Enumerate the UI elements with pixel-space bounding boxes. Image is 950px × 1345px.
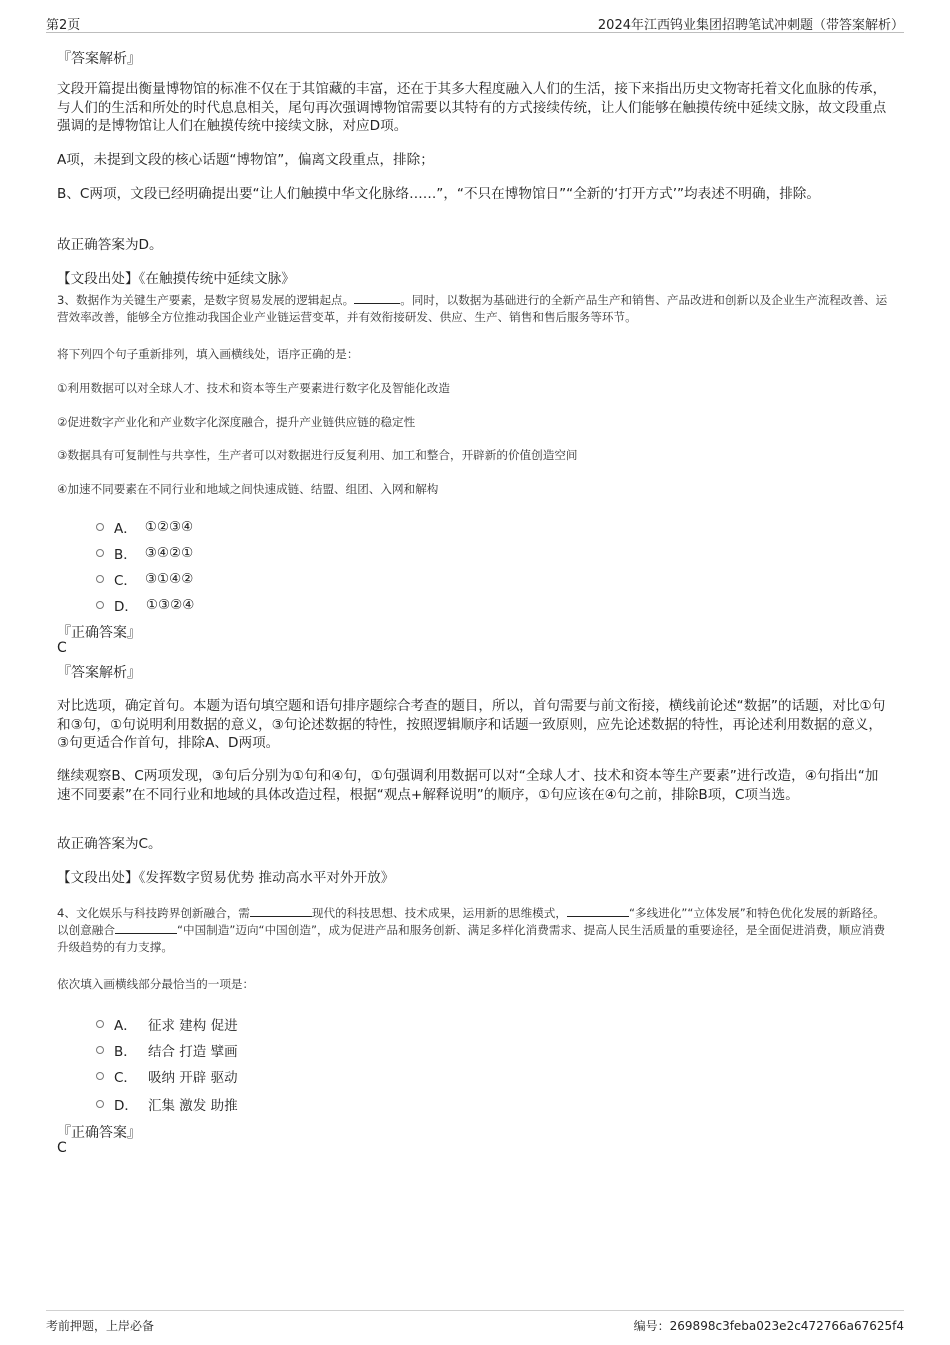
analysis-label: 『答案解析』 — [57, 51, 141, 67]
option-b[interactable] — [96, 1040, 238, 1060]
option-text: 征求 建构 促进 — [148, 1018, 238, 1034]
stem-text: “多线进化”“立体发展”和特色优化发展的新路径。以创意融合 — [57, 906, 885, 937]
page-footer — [46, 1310, 904, 1335]
document-id: 编号：269898c3feba023e2c472766a67625f4 — [633, 1319, 904, 1333]
analysis-paragraph: 文段开篇提出衡量博物馆的标准不仅在于其馆藏的丰富，还在于其多大程度融入人们的生活，接下来指出历史文物寄托着文化血脉的传承，与人们的生活和所处的时代息息相关，尾句再次强调博物馆需要以其特有的方式接续传统，让人们能够在触摸传统中延续文脉，故文段重点强调的是博物馆让人们在触摸传统中接续文脉，对应D项。 — [57, 81, 887, 134]
stem-text: 。同时，以数据为基础进行的全新产品生产和销售、产品改进和创新以及企业生产流程改善、运营效率改善，能够全方位推动我国企业产业链运营变革，并有效衔接研发、供应、生产、销售和售后服务等环节。 — [57, 293, 888, 324]
footer-slogan: 考前押题，上岸必备 — [46, 1319, 155, 1333]
passage-source: 【文段出处】《在触摸传统中延续文脉》 — [57, 271, 295, 287]
option-text: ①②③④ — [144, 519, 194, 535]
radio-icon[interactable] — [96, 601, 104, 609]
option-b[interactable] — [96, 543, 193, 563]
analysis-paragraph: 对比选项，确定首句。本题为语句填空题和语句排序题综合考查的题目，所以，首句需要与前文衔接，横线前论述“数据”的话题，对比①句和③句，①句说明利用数据的意义，③句论述数据的特性，按照逻辑顺序和话题一致原则，应先论述数据的特性，再论述利用数据的意义，③句更适合作首句，排除A、D两项。 — [57, 698, 886, 751]
correct-answer: C — [57, 640, 67, 656]
option-c[interactable] — [96, 1066, 238, 1086]
correct-answer: C — [57, 1140, 67, 1156]
option-letter: C． — [114, 573, 137, 589]
option-letter: B． — [114, 547, 137, 563]
option-c[interactable] — [96, 569, 193, 589]
radio-icon[interactable] — [96, 1046, 104, 1054]
option-letter: A． — [114, 521, 137, 537]
stem-text: 4、文化娱乐与科技跨界创新融合，需 — [57, 906, 250, 920]
option-a[interactable] — [96, 517, 193, 537]
radio-icon[interactable] — [96, 1100, 104, 1108]
page-header — [46, 10, 904, 33]
answer-blank — [250, 916, 312, 917]
stem-text: 3、数据作为关键生产要素，是数字贸易发展的逻辑起点。 — [57, 293, 355, 307]
option-text: ③④②① — [144, 545, 194, 561]
option-letter: D． — [114, 599, 138, 615]
option-d[interactable] — [96, 1094, 238, 1114]
answer-label: 『正确答案』 — [57, 1125, 141, 1141]
sentence-item: ①利用数据可以对全球人才、技术和资本等生产要素进行数字化及智能化改造 — [57, 381, 450, 395]
option-text: 汇集 激发 助推 — [148, 1098, 238, 1114]
radio-icon[interactable] — [96, 549, 104, 557]
radio-icon[interactable] — [96, 1072, 104, 1080]
option-text: ③①④② — [144, 571, 194, 587]
analysis-paragraph: A项，未提到文段的核心话题“博物馆”，偏离文段重点，排除； — [57, 152, 434, 168]
option-letter: B． — [114, 1044, 137, 1060]
option-text: 结合 打造 擘画 — [148, 1044, 238, 1060]
radio-icon[interactable] — [96, 1020, 104, 1028]
question-stem — [57, 905, 890, 956]
option-a[interactable] — [96, 1014, 238, 1034]
answer-label: 『正确答案』 — [57, 625, 141, 641]
sentence-item: ④加速不同要素在不同行业和地域之间快速成链、结盟、组团、入网和解构 — [57, 482, 439, 496]
question-instruction: 将下列四个句子重新排列，填入画横线处，语序正确的是： — [57, 347, 359, 361]
document-title: 2024年江西钨业集团招聘笔试冲刺题（带答案解析） — [597, 18, 904, 33]
passage-source: 【文段出处】《发挥数字贸易优势 推动高水平对外开放》 — [57, 870, 395, 886]
stem-text: 现代的科技思想、技术成果，运用新的思维模式， — [311, 906, 567, 920]
sentence-item: ②促进数字产业化和产业数字化深度融合，提升产业链供应链的稳定性 — [57, 415, 416, 429]
answer-blank — [567, 916, 629, 917]
answer-blank — [115, 933, 177, 934]
stem-text: “中国制造”迈向“中国创造”，成为促进产品和服务创新、满足多样化消费需求、提高人民生活质量的重要途径，是全面促进消费，顺应消费升级趋势的有力支撑。 — [57, 923, 886, 954]
analysis-conclusion: 故正确答案为D。 — [57, 237, 163, 253]
answer-blank — [354, 303, 400, 304]
question-stem — [57, 292, 890, 326]
page-number: 第2页 — [46, 18, 81, 33]
analysis-label: 『答案解析』 — [57, 665, 141, 681]
radio-icon[interactable] — [96, 523, 104, 531]
analysis-paragraph: 继续观察B、C两项发现，③句后分别为①句和④句，①句强调利用数据可以对“全球人才、技术和资本等生产要素”进行改造，④句指出“加速不同要素”在不同行业和地域的具体改造过程，根据“观点+解释说明”的顺序，①句应该在④句之前，排除B项，C项当选。 — [57, 768, 879, 803]
analysis-conclusion: 故正确答案为C。 — [57, 836, 162, 852]
sentence-item: ③数据具有可复制性与共享性，生产者可以对数据进行反复利用、加工和整合，开辟新的价值创造空间 — [57, 448, 578, 462]
option-text: 吸纳 开辟 驱动 — [148, 1070, 238, 1086]
radio-icon[interactable] — [96, 575, 104, 583]
option-text: ①③②④ — [145, 597, 195, 613]
question-instruction: 依次填入画横线部分最恰当的一项是： — [57, 977, 255, 991]
option-letter: D． — [114, 1098, 138, 1114]
analysis-paragraph: B、C两项，文段已经明确提出要“让人们触摸中华文化脉络……”，“不只在博物馆日”“全新的‘打开方式’”均表述不明确，排除。 — [57, 186, 820, 202]
option-letter: C． — [114, 1070, 137, 1086]
option-letter: A． — [114, 1018, 137, 1034]
option-d[interactable] — [96, 595, 194, 615]
